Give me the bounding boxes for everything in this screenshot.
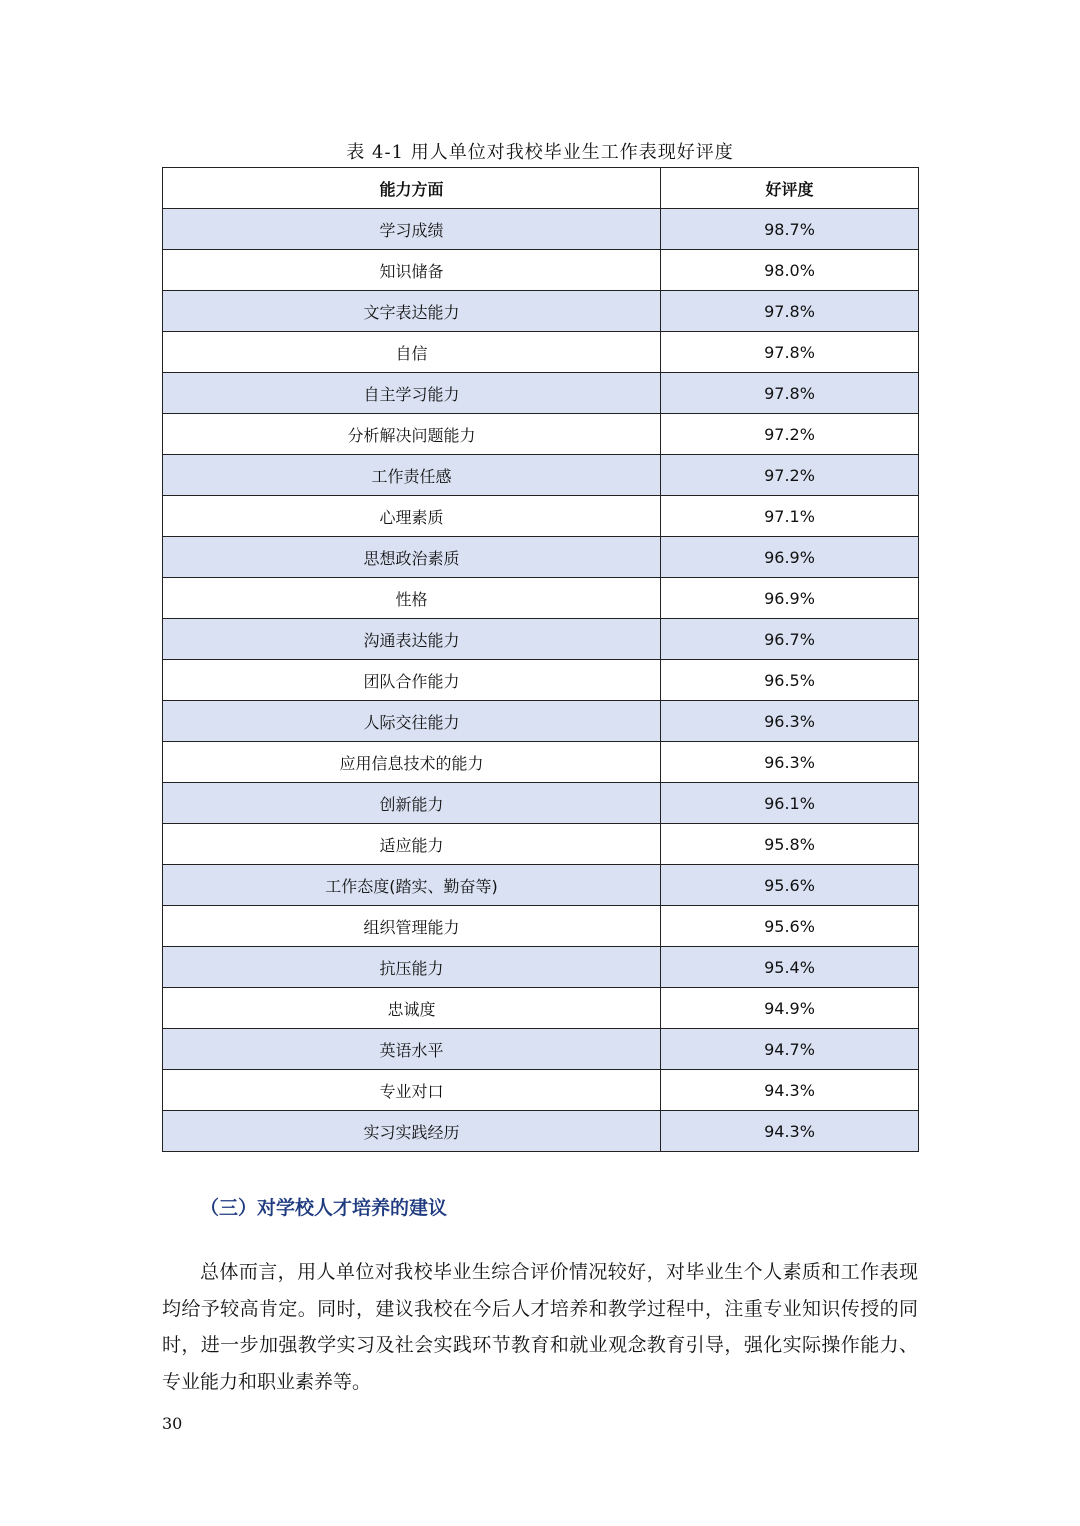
table-row [163, 824, 919, 865]
ability-cell: 人际交往能力 [163, 701, 661, 742]
ability-cell: 学习成绩 [163, 209, 661, 250]
table-row [163, 906, 919, 947]
section-heading: （三）对学校人才培养的建议 [200, 1197, 448, 1219]
ability-cell: 沟通表达能力 [163, 619, 661, 660]
table-row [163, 660, 919, 701]
ability-cell: 组织管理能力 [163, 906, 661, 947]
ability-cell: 自主学习能力 [163, 373, 661, 414]
ability-cell: 工作态度(踏实、勤奋等) [163, 865, 661, 906]
ability-cell: 英语水平 [163, 1029, 661, 1070]
header-rating: 好评度 [661, 168, 919, 209]
table-caption: 表 4-1 用人单位对我校毕业生工作表现好评度 [346, 142, 734, 163]
rating-cell: 98.0% [661, 250, 919, 291]
rating-cell: 96.1% [661, 783, 919, 824]
table-row [163, 1029, 919, 1070]
rating-cell: 97.2% [661, 455, 919, 496]
table-row [163, 1070, 919, 1111]
rating-cell: 96.9% [661, 578, 919, 619]
header-ability: 能力方面 [163, 168, 661, 209]
rating-cell: 96.7% [661, 619, 919, 660]
table-row [163, 332, 919, 373]
ability-cell: 实习实践经历 [163, 1111, 661, 1152]
body-paragraph: 总体而言，用人单位对我校毕业生综合评价情况较好，对毕业生个人素质和工作表现均给予较高肯定。同时，建议我校在今后人才培养和教学过程中，注重专业知识传授的同时，进一步加强教学实习及社会实践环节教育和就业观念教育引导，强化实际操作能力、专业能力和职业素养等。 [162, 1261, 918, 1393]
rating-cell: 95.8% [661, 824, 919, 865]
table-row [163, 701, 919, 742]
table-row [163, 742, 919, 783]
ability-cell: 专业对口 [163, 1070, 661, 1111]
rating-cell: 96.9% [661, 537, 919, 578]
ability-cell: 团队合作能力 [163, 660, 661, 701]
rating-cell: 97.2% [661, 414, 919, 455]
ability-cell: 工作责任感 [163, 455, 661, 496]
ability-cell: 思想政治素质 [163, 537, 661, 578]
page-number: 30 [162, 1414, 183, 1433]
table-row [163, 414, 919, 455]
ability-cell: 心理素质 [163, 496, 661, 537]
table-row [163, 1111, 919, 1152]
rating-cell: 98.7% [661, 209, 919, 250]
ability-cell: 性格 [163, 578, 661, 619]
table-row [163, 373, 919, 414]
rating-cell: 94.3% [661, 1111, 919, 1152]
ability-cell: 分析解决问题能力 [163, 414, 661, 455]
rating-cell: 96.5% [661, 660, 919, 701]
rating-cell: 97.8% [661, 332, 919, 373]
ability-cell: 应用信息技术的能力 [163, 742, 661, 783]
table-row [163, 619, 919, 660]
table-header-row [163, 168, 919, 209]
rating-cell: 96.3% [661, 701, 919, 742]
table-row [163, 537, 919, 578]
ability-cell: 创新能力 [163, 783, 661, 824]
table-row [163, 291, 919, 332]
rating-cell: 95.4% [661, 947, 919, 988]
rating-cell: 94.7% [661, 1029, 919, 1070]
rating-cell: 95.6% [661, 906, 919, 947]
table-row [163, 947, 919, 988]
table-row [163, 988, 919, 1029]
table-row [163, 578, 919, 619]
rating-cell: 95.6% [661, 865, 919, 906]
ability-cell: 自信 [163, 332, 661, 373]
table-row [163, 250, 919, 291]
ability-cell: 忠诚度 [163, 988, 661, 1029]
table-row [163, 865, 919, 906]
ability-cell: 文字表达能力 [163, 291, 661, 332]
table-row [163, 783, 919, 824]
rating-cell: 96.3% [661, 742, 919, 783]
rating-cell: 94.3% [661, 1070, 919, 1111]
table-row [163, 209, 919, 250]
ability-cell: 抗压能力 [163, 947, 661, 988]
ability-cell: 知识储备 [163, 250, 661, 291]
table-row [163, 496, 919, 537]
rating-cell: 97.1% [661, 496, 919, 537]
rating-cell: 97.8% [661, 373, 919, 414]
rating-cell: 97.8% [661, 291, 919, 332]
evaluation-table [162, 167, 919, 1152]
table-row [163, 455, 919, 496]
ability-cell: 适应能力 [163, 824, 661, 865]
rating-cell: 94.9% [661, 988, 919, 1029]
